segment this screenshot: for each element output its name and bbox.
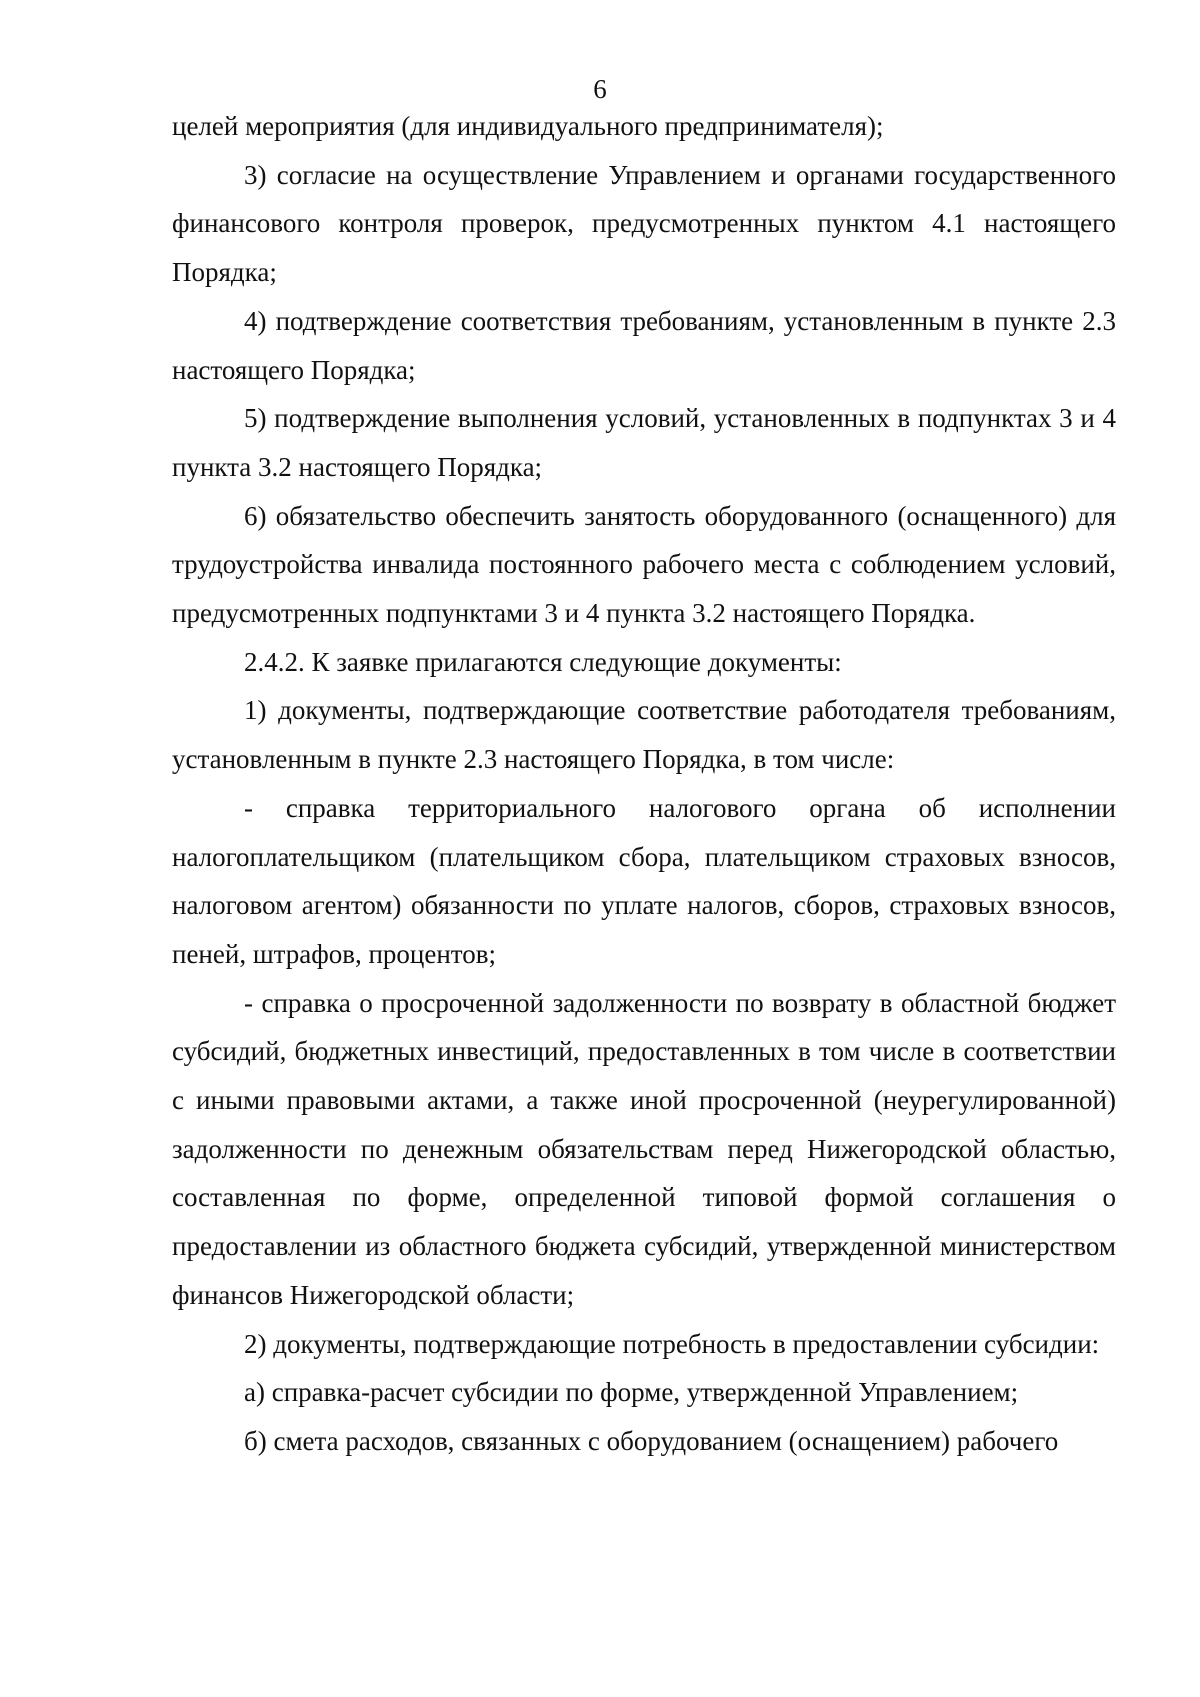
page-number: 6 — [593, 74, 607, 104]
document-body — [172, 102, 1116, 1466]
paragraph-docs-item-1: 1) документы, подтверждающие соответствие работодателя требованиям, установленным в пункте 2.3 настоящего Порядка, в том числе: — [172, 695, 1116, 775]
paragraph-section-2-4-2: 2.4.2. К заявке прилагаются следующие документы: — [244, 646, 842, 677]
paragraph-tax-certificate: - справка территориального налогового органа об исполнении налогоплательщиком (плательщиком сбора, плательщиком страховых взносов, налоговом агентом) обязанности по уплате налогов, сборов, страховых взносов, пеней, штрафов, процентов; — [172, 792, 1116, 969]
paragraph-subitem-b: б) смета расходов, связанных с оборудованием (оснащением) рабочего — [244, 1425, 1059, 1456]
paragraph-docs-item-2: 2) документы, подтверждающие потребность в предоставлении субсидии: — [244, 1328, 1100, 1359]
paragraph-continuation: целей мероприятия (для индивидуального предпринимателя); — [172, 111, 884, 141]
paragraph-debt-certificate: - справка о просроченной задолженности по возврату в областной бюджет субсидий, бюджетных инвестиций, предоставленных в том числе в соответствии с иными правовыми актами, а также иной просроченной (неурегулированной) задолженности по денежным обязательствам перед Нижегородской областью, составленная по форме, определенной типовой формой соглашения о предоставлении из областного бюджета субсидий, утвержденной министерством финансов Нижегородской области; — [172, 987, 1116, 1310]
paragraph-item-5: 5) подтверждение выполнения условий, установленных в подпунктах 3 и 4 пункта 3.2 настоящего Порядка; — [172, 403, 1116, 482]
paragraph-item-3: 3) согласие на осуществление Управлением и органами государственного финансового контроля проверок, предусмотренных пунктом 4.1 настоящего Порядка; — [172, 159, 1116, 288]
paragraph-item-4: 4) подтверждение соответствия требованиям, установленным в пункте 2.3 настоящего Порядка; — [172, 305, 1116, 385]
paragraph-subitem-a: а) справка-расчет субсидии по форме, утвержденной Управлением; — [244, 1377, 1019, 1408]
paragraph-item-6: 6) обязательство обеспечить занятость оборудованного (оснащенного) для трудоустройства инвалида постоянного рабочего места с соблюдением условий, предусмотренных подпунктами 3 и 4 пункта 3.2 настоящего Порядка. — [172, 500, 1116, 629]
